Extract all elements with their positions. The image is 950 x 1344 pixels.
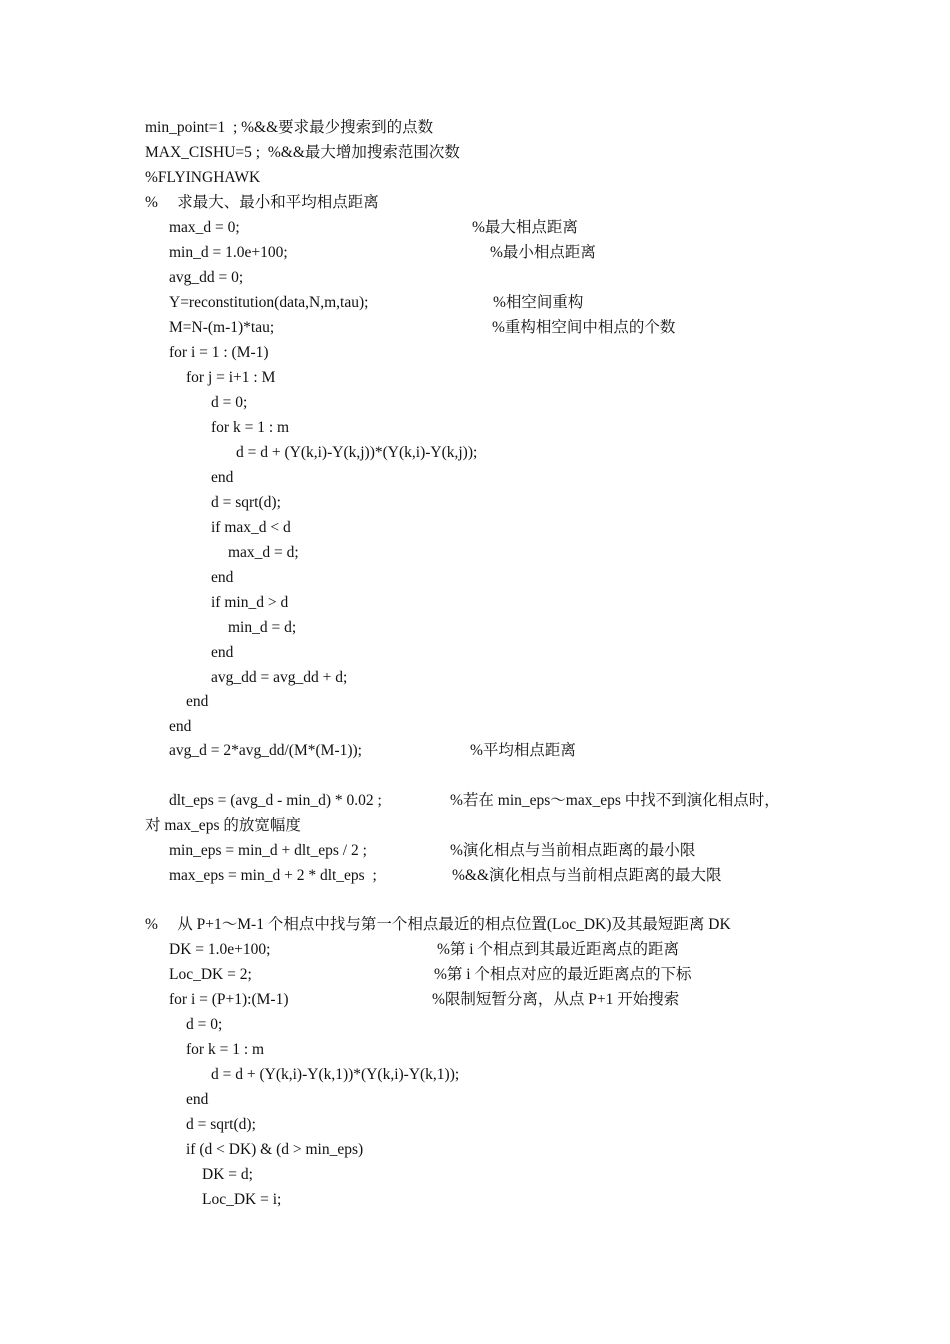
code-line: for k = 1 : m (211, 419, 290, 436)
code-line: end (186, 1091, 209, 1108)
code-line: Loc_DK = 2; (169, 966, 252, 983)
code-line: max_d = d; (228, 544, 299, 561)
code-line: avg_dd = 0; (169, 269, 244, 286)
code-line: avg_d = 2*avg_dd/(M*(M-1)); (169, 742, 362, 759)
code-line: min_d = d; (228, 619, 297, 636)
code-line: d = 0; (186, 1016, 223, 1033)
code-line: for i = (P+1):(M-1) (169, 991, 289, 1008)
code-line: MAX_CISHU=5 ; %&&最大增加搜索范围次数 (145, 144, 460, 161)
code-line: for k = 1 : m (186, 1041, 265, 1058)
code-line: for j = i+1 : M (186, 369, 276, 386)
code-line: if max_d < d (211, 519, 291, 536)
code-line: d = d + (Y(k,i)-Y(k,j))*(Y(k,i)-Y(k,j)); (236, 444, 478, 461)
code-line: Loc_DK = i; (202, 1191, 282, 1208)
code-line: Y=reconstitution(data,N,m,tau); (169, 294, 369, 311)
code-comment: %第 i 个相点到其最近距离点的距离 (437, 941, 679, 958)
code-line: min_point=1 ; %&&要求最少搜索到的点数 (145, 119, 434, 136)
code-comment: %最大相点距离 (472, 219, 578, 236)
code-comment: %最小相点距离 (490, 244, 596, 261)
code-line: for i = 1 : (M-1) (169, 344, 269, 361)
code-line: d = sqrt(d); (186, 1116, 256, 1133)
code-line: d = sqrt(d); (211, 494, 281, 511)
code-line: end (186, 693, 209, 710)
code-line: d = 0; (211, 394, 248, 411)
code-comment: %限制短暂分离，从点 P+1 开始搜索 (432, 991, 680, 1008)
code-comment: %相空间重构 (493, 294, 584, 311)
code-line: if min_d > d (211, 594, 289, 611)
code-line: dlt_eps = (avg_d - min_d) * 0.02 ; (169, 792, 382, 809)
code-line: avg_dd = avg_dd + d; (211, 669, 348, 686)
code-line: M=N-(m-1)*tau; (169, 319, 275, 336)
code-comment: %演化相点与当前相点距离的最小限 (450, 842, 696, 859)
code-comment: %若在 min_eps～max_eps 中找不到演化相点时， (450, 792, 780, 809)
code-comment: %&&演化相点与当前相点距离的最大限 (452, 867, 722, 884)
code-comment: %重构相空间中相点的个数 (492, 319, 676, 336)
code-line: end (169, 718, 192, 735)
code-line: end (211, 569, 234, 586)
code-line: end (211, 644, 234, 661)
code-line: %FLYINGHAWK (145, 169, 261, 186)
code-comment: %平均相点距离 (470, 742, 576, 759)
code-line: % 求最大、最小和平均相点距离 (145, 194, 379, 211)
code-line: DK = 1.0e+100; (169, 941, 271, 958)
code-line: max_d = 0; (169, 219, 240, 236)
code-line: 对 max_eps 的放宽幅度 (145, 817, 301, 834)
code-line: d = d + (Y(k,i)-Y(k,1))*(Y(k,i)-Y(k,1)); (211, 1066, 460, 1083)
code-line: max_eps = min_d + 2 * dlt_eps ; (169, 867, 377, 884)
code-line: if (d < DK) & (d > min_eps) (186, 1141, 364, 1158)
code-line: DK = d; (202, 1166, 253, 1183)
code-line: min_eps = min_d + dlt_eps / 2 ; (169, 842, 367, 859)
code-line: end (211, 469, 234, 486)
code-comment: %第 i 个相点对应的最近距离点的下标 (434, 966, 692, 983)
code-line: min_d = 1.0e+100; (169, 244, 288, 261)
code-line: % 从 P+1～M-1 个相点中找与第一个相点最近的相点位置(Loc_DK)及其最短距离 DK (145, 916, 731, 933)
